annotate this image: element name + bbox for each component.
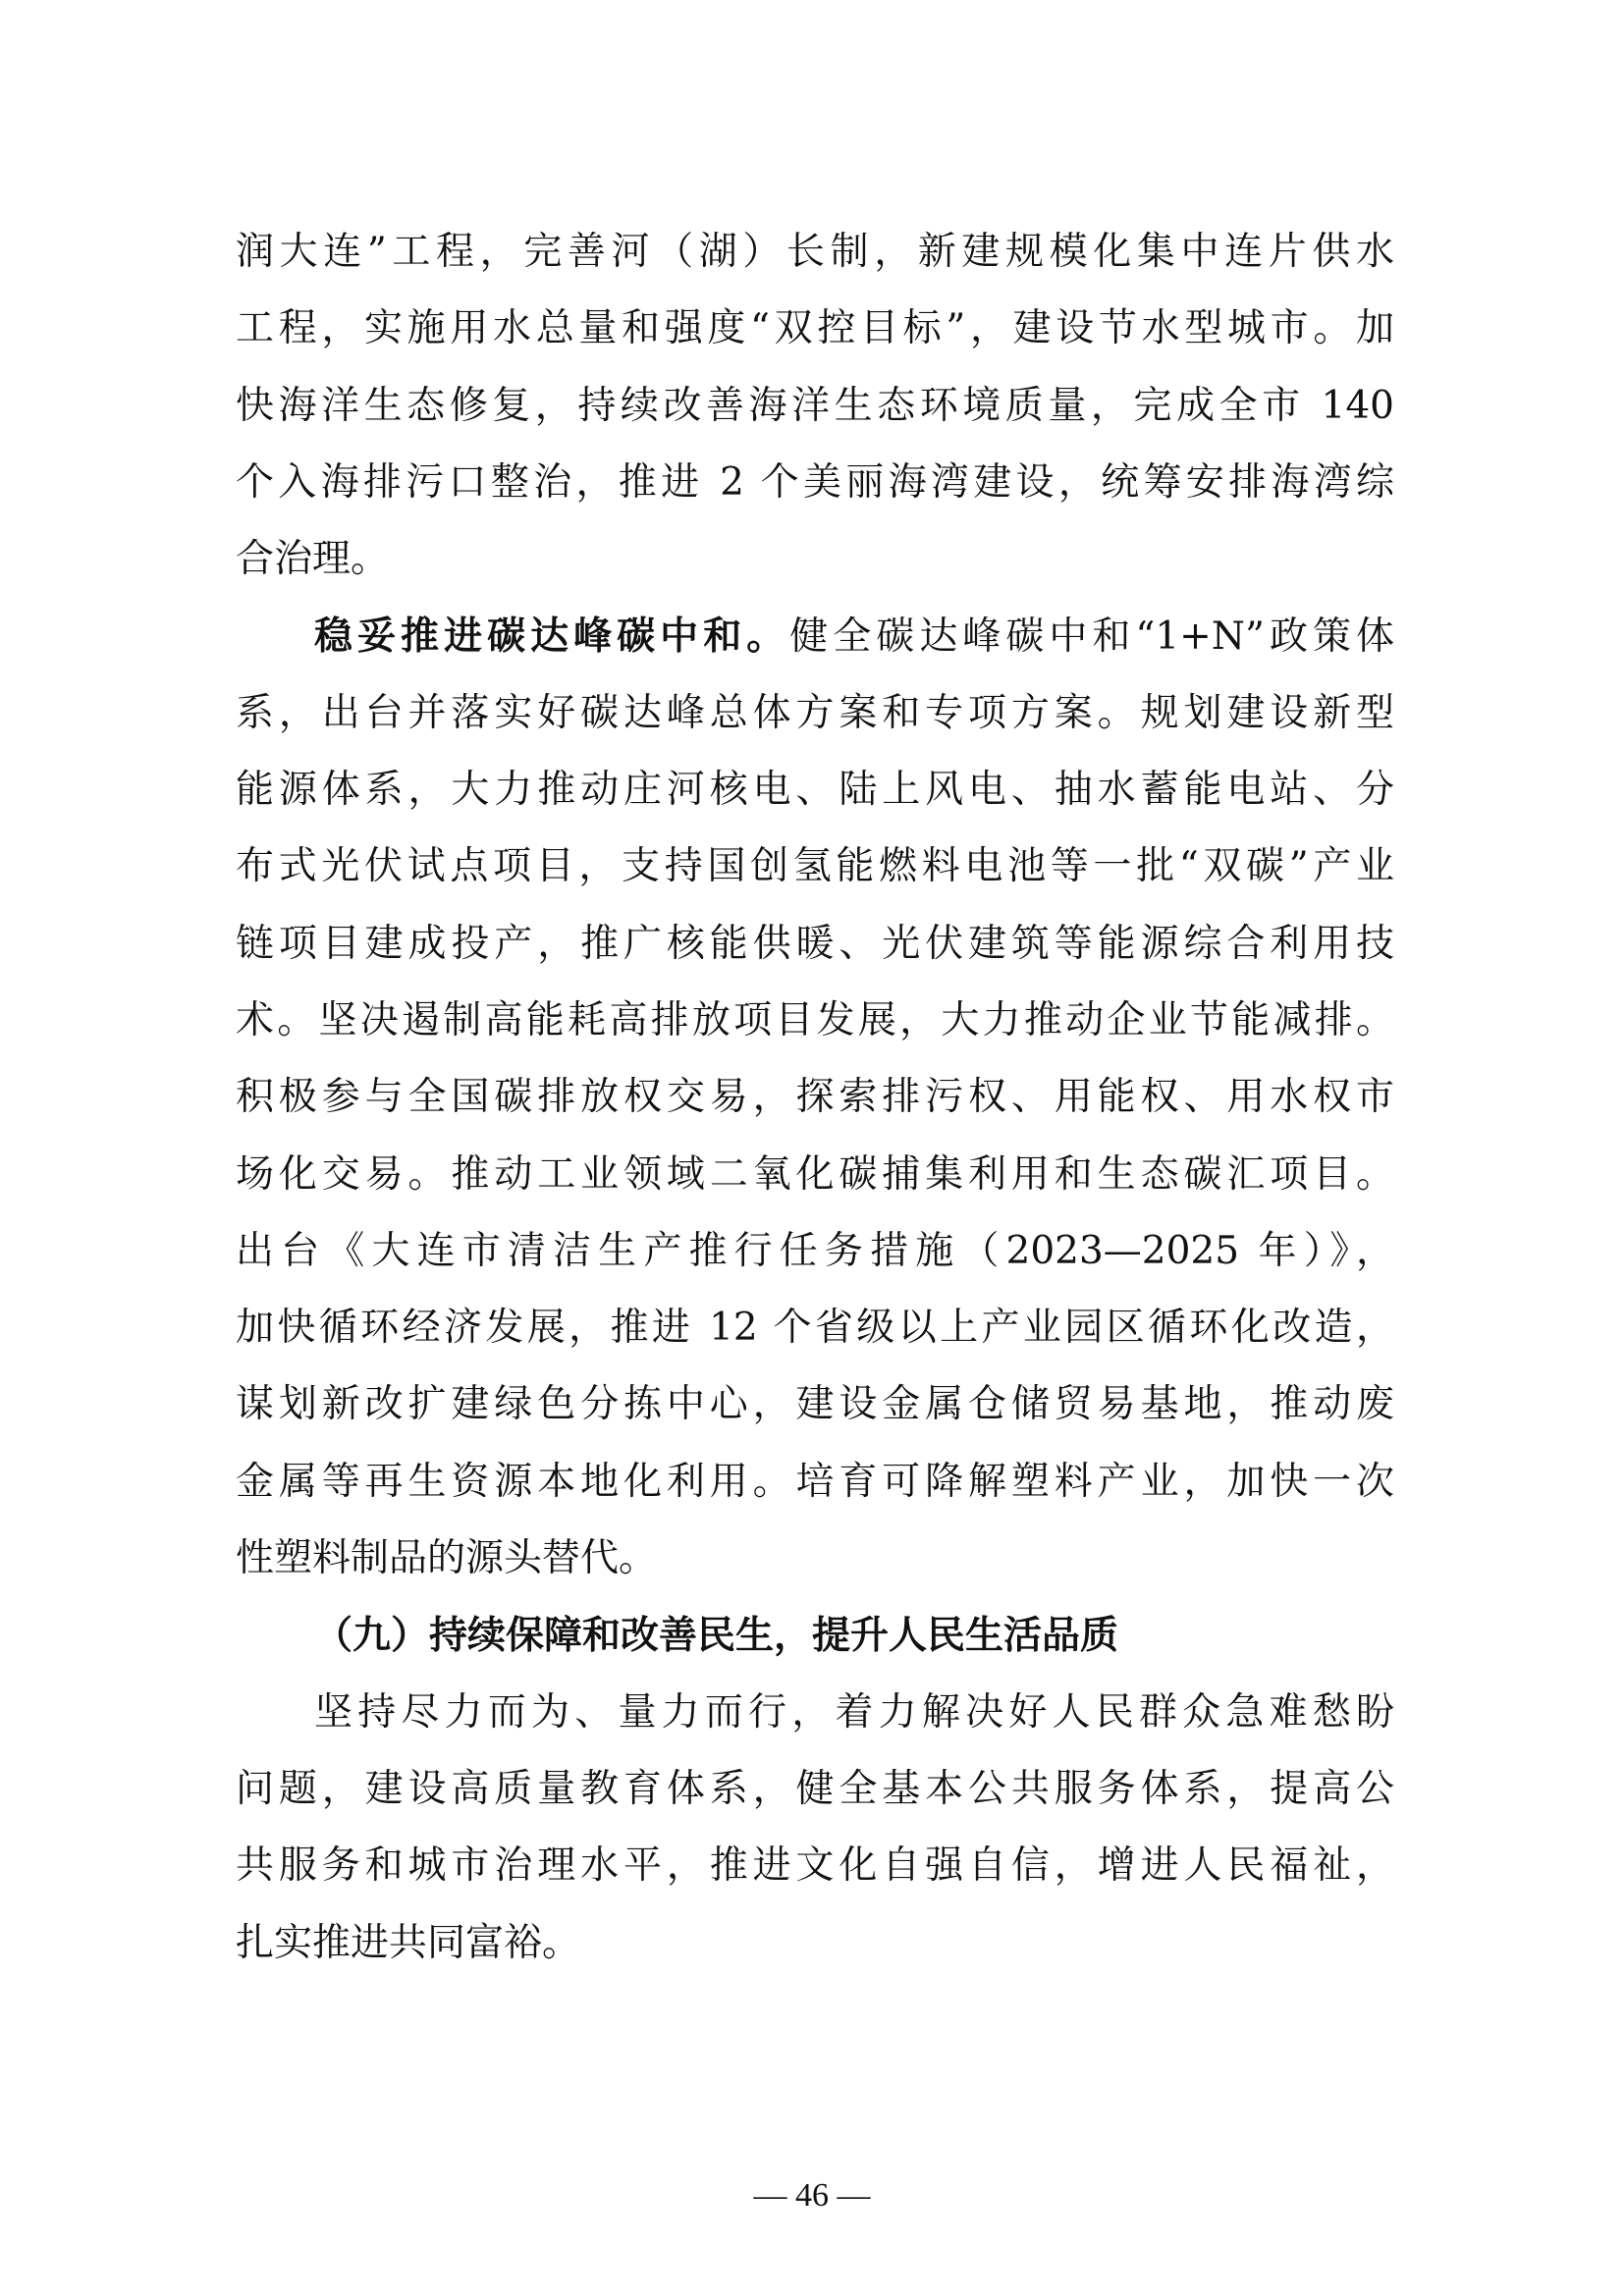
text-line: 布式光伏试点项目，支持国创氢能燃料电池等一批“双碳”产业 <box>236 844 1394 889</box>
section-heading: （九）持续保障和改善民生，提升人民生活品质 <box>314 1613 1119 1659</box>
paragraph-first-line <box>236 598 1394 674</box>
text-line: 场化交易。推动工业领域二氧化碳捕集利用和生态碳汇项目。 <box>236 1151 1394 1197</box>
text-span: 健全碳达峰碳中和“1+N”政策体 <box>789 614 1394 660</box>
text-line: 共服务和城市治理水平，推进文化自强自信，增进人民福祉， <box>236 1843 1394 1889</box>
text-line: 问题，建设高质量教育体系，健全基本公共服务体系，提高公 <box>236 1766 1394 1811</box>
text-line: 个入海排污口整治，推进 2 个美丽海湾建设，统筹安排海湾综 <box>236 459 1394 505</box>
text-line: 积极参与全国碳排放权交易，探索排污权、用能权、用水权市 <box>236 1075 1394 1120</box>
page-number: — 46 — <box>753 2177 871 2214</box>
text-line: 谋划新改扩建绿色分拣中心，建设金属仓储贸易基地，推动废 <box>236 1382 1394 1427</box>
paragraph-lead-bold: 稳妥推进碳达峰碳中和。 <box>314 614 790 660</box>
paragraph-first-line: 坚持尽力而为、量力而行，着力解决好人民群众急难愁盼 <box>314 1689 1394 1735</box>
text-line: 合治理。 <box>236 537 390 582</box>
text-line: 链项目建成投产，推广核能供暖、光伏建筑等能源综合利用技 <box>236 921 1394 966</box>
text-line: 出台《大连市清洁生产推行任务措施（2023—2025 年）》， <box>236 1228 1394 1273</box>
document-body <box>236 214 1394 1982</box>
text-line: 性塑料制品的源头替代。 <box>236 1536 658 1581</box>
text-line: 术。坚决遏制高能耗高排放项目发展，大力推动企业节能减排。 <box>236 997 1394 1042</box>
text-line: 金属等再生资源本地化利用。培育可降解塑料产业，加快一次 <box>236 1459 1394 1504</box>
text-line: 能源体系，大力推动庄河核电、陆上风电、抽水蓄能电站、分 <box>236 768 1394 813</box>
text-line: 系，出台并落实好碳达峰总体方案和专项方案。规划建设新型 <box>236 690 1394 735</box>
text-line: 扎实推进共同富裕。 <box>236 1920 581 1965</box>
text-line: 加快循环经济发展，推进 12 个省级以上产业园区循环化改造， <box>236 1306 1394 1351</box>
text-line: 工程，实施用水总量和强度“双控目标”，建设节水型城市。加 <box>236 306 1394 351</box>
text-line: 快海洋生态修复，持续改善海洋生态环境质量，完成全市 140 <box>236 383 1394 428</box>
text-line: 润大连”工程，完善河（湖）长制，新建规模化集中连片供水 <box>236 230 1394 274</box>
